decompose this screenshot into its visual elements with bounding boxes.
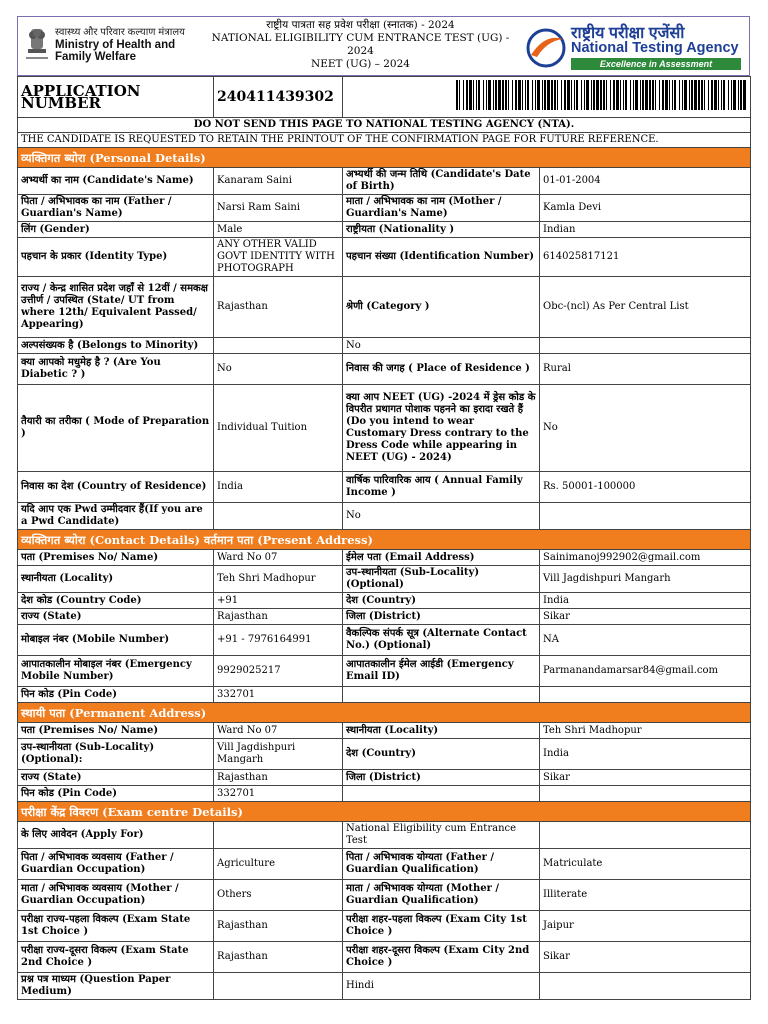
barcode-bar [701,80,703,110]
barcode-bar [718,80,719,110]
field-value: ANY OTHER VALID GOVT IDENTITY WITH PHOTOGRAPH [214,238,343,277]
nta-tagline: Excellence in Assessment [571,58,741,70]
field-label: ईमेल पता (Email Address) [343,550,540,566]
barcode-bar [689,80,690,110]
table-row [18,168,751,195]
barcode-bar [576,80,578,110]
table-row [18,687,751,703]
table-row [18,656,751,687]
field-value: 614025817121 [540,238,751,277]
field-value [214,973,343,1000]
field-label: देश (Country) [343,593,540,609]
barcode-bar [708,80,709,110]
field-label: राज्य / केन्द्र शासित प्रदेश जहाँ से 12वीं / समकक्ष उत्तीर्ण / उपस्थित (State/ UT from where 12th/ Equivalent Passed/ Appearing) [18,277,214,338]
table-row [18,786,751,802]
contact-section-header [18,530,751,550]
field-label: लिंग (Gender) [18,222,214,238]
field-value: Rajasthan [214,770,343,786]
ministry-hindi: स्वास्थ्य और परिवार कल्याण मंत्रालय [55,27,185,38]
barcode-bar [557,80,558,110]
field-value: No [540,385,751,472]
barcode-bar [567,80,570,110]
table-row [18,770,751,786]
barcode-bar [544,80,546,110]
field-label: श्रेणी (Category ) [343,277,540,338]
field-value: NA [540,625,751,656]
field-value [540,786,751,802]
barcode-bar [564,80,566,110]
field-value [540,687,751,703]
field-value: Sainimanoj992902@gmail.com [540,550,751,566]
nta-english: National Testing Agency [571,40,739,56]
field-label: राष्ट्रीयता (Nationality ) [343,222,540,238]
page-header [17,16,750,76]
field-label: जिला (District) [343,770,540,786]
barcode-bar [662,80,664,110]
field-value: No [343,338,540,354]
barcode-bar [694,80,697,110]
barcode-bar [645,80,648,110]
field-label: पता (Premises No/ Name) [18,550,214,566]
field-value: National Eligibility cum Entrance Test [343,822,540,849]
table-row [18,609,751,625]
field-label: क्या आपको मधुमेह है ? (Are You Diabetic ? ) [18,354,214,385]
field-label [343,786,540,802]
field-value: Rs. 50001-100000 [540,472,751,503]
table-row [18,277,751,338]
nta-logo [525,21,745,73]
field-label: के लिए आवेदन (Apply For) [18,822,214,849]
table-row [18,550,751,566]
barcode-bar [535,80,536,110]
field-value: Vill Jagdishpuri Mangarh [540,566,751,593]
table-row [18,822,751,849]
barcode-bar [537,80,540,110]
barcode-bar [635,80,638,110]
field-label: अभ्यर्थी की जन्म तिथि (Candidate's Date of Birth) [343,168,540,195]
field-value: +91 - 7976164991 [214,625,343,656]
notice-retain: THE CANDIDATE IS REQUESTED TO RETAIN THE PRINTOUT OF THE CONFIRMATION PAGE FOR FUTURE REFERENCE. [18,133,751,148]
field-label: परीक्षा राज्य-दूसरा विकल्प (Exam State 2nd Choice ) [18,942,214,973]
field-label: माता / अभिभावक व्यवसाय (Mother / Guardian Occupation) [18,880,214,911]
barcode-bar [733,80,736,110]
table-row [18,625,751,656]
table-row [18,911,751,942]
barcode-bar [532,80,533,110]
permanent-section-title: स्थायी पता (Permanent Address) [18,703,751,723]
table-row [18,354,751,385]
field-value [214,822,343,849]
field-label: पता (Premises No/ Name) [18,723,214,739]
barcode-bar [551,80,553,110]
field-value: Obc-(ncl) As Per Central List [540,277,751,338]
field-value: Rajasthan [214,911,343,942]
field-value: Others [214,880,343,911]
barcode-bar [554,80,556,110]
barcode-bar [606,80,607,110]
field-label: पहचान के प्रकार (Identity Type) [18,238,214,277]
field-label: पिन कोड (Pin Code) [18,786,214,802]
application-number-row [18,77,751,118]
barcode-bar [508,80,509,110]
table-row [18,880,751,911]
barcode-bar [498,80,501,110]
barcode-bar [684,80,687,110]
barcode-bar [652,80,654,110]
field-label: स्थानीयता (Locality) [18,566,214,593]
field-value [540,973,751,1000]
table-row [18,222,751,238]
field-label: अभ्यर्थी का नाम (Candidate's Name) [18,168,214,195]
barcode-bar [616,80,619,110]
field-label: स्थानीयता (Locality) [343,723,540,739]
field-label: पिता / अभिभावक का नाम (Father / Guardian's Name) [18,195,214,222]
field-label: परीक्षा शहर-दूसरा विकल्प (Exam City 2nd Choice ) [343,942,540,973]
field-label: निवास की जगह ( Place of Residence ) [343,354,540,385]
barcode-bar [469,80,472,110]
field-value [214,338,343,354]
field-value: Rajasthan [214,942,343,973]
field-label: देश (Country) [343,739,540,770]
field-label: आपातकालीन ईमेल आईडी (Emergency Email ID) [343,656,540,687]
field-value: Rajasthan [214,277,343,338]
field-label: क्या आप NEET (UG) -2024 में ड्रेस कोड के विपरीत प्रथागत पोशाक पहनने का इरादा रखते हैं (Do you intend to wear Customary Dress contrary to the Dress Code while appearing in NEET (UG) - 2024) [343,385,540,472]
field-label: पहचान संख्या (Identification Number) [343,238,540,277]
barcode-bar [600,80,602,110]
table-row [18,472,751,503]
barcode-bar [515,80,517,110]
exam-title-english-2: 2024 [347,45,374,57]
barcode-bar [584,80,585,110]
barcode-bar [483,80,484,110]
barcode-bar [691,80,693,110]
field-label: प्रश्न पत्र माध्यम (Question Paper Medium) [18,973,214,1000]
field-value: +91 [214,593,343,609]
personal-section-title: व्यक्तिगत ब्योरा (Personal Details) [18,148,751,168]
field-value: 332701 [214,786,343,802]
field-value: Kanaram Saini [214,168,343,195]
exam-title-english-1: NATIONAL ELIGIBILITY CUM ENTRANCE TEST (UG) - [211,32,510,44]
barcode-bar [502,80,504,110]
national-emblem-icon [24,27,50,65]
field-label: निवास का देश (Country of Residence) [18,472,214,503]
table-row [18,566,751,593]
barcode-bar [593,80,595,110]
notice-row-1 [18,118,751,133]
barcode-bar [711,80,713,110]
exam-title-english-3: NEET (UG) – 2024 [311,58,410,70]
table-row [18,385,751,472]
field-value: Matriculate [540,849,751,880]
barcode-bar [698,80,700,110]
field-value: Sikar [540,942,751,973]
barcode-cell [343,77,751,118]
field-value: Teh Shri Madhopur [540,723,751,739]
barcode-bar [740,80,742,110]
field-value: Illiterate [540,880,751,911]
barcode-bar [642,80,644,110]
barcode-bar [459,80,460,110]
field-value: Sikar [540,609,751,625]
barcode-bar [679,80,680,110]
field-value: Rural [540,354,751,385]
confirmation-page [17,16,750,1000]
field-label: मोबाइल नंबर (Mobile Number) [18,625,214,656]
barcode-bar [630,80,631,110]
barcode-bar [591,80,592,110]
barcode-bar [518,80,521,110]
field-value: Agriculture [214,849,343,880]
barcode-bar [655,80,656,110]
field-value: Teh Shri Madhopur [214,566,343,593]
field-value: Narsi Ram Saini [214,195,343,222]
application-table [17,76,751,1000]
field-label [343,687,540,703]
field-value: India [214,472,343,503]
field-label: तैयारी का तरीका ( Mode of Preparation ) [18,385,214,472]
field-value: Jaipur [540,911,751,942]
exam-section-header [18,802,751,822]
barcode-bar [640,80,641,110]
field-value: Indian [540,222,751,238]
barcode-bar [527,80,529,110]
ministry-english-2: Family Welfare [55,51,136,63]
barcode-bar [674,80,676,110]
field-value: 9929025217 [214,656,343,687]
field-label: उप-स्थानीयता (Sub-Locality)(Optional): [18,739,214,770]
contact-section-title: व्यक्तिगत ब्योरा (Contact Details) वर्तमान पता (Present Address) [18,530,751,550]
table-row [18,973,751,1000]
barcode-icon [456,80,746,110]
field-value [540,822,751,849]
barcode-bar [610,80,611,110]
barcode-bar [522,80,523,110]
barcode-bar [463,80,464,110]
barcode-bar [665,80,668,110]
barcode-bar [649,80,651,110]
table-row [18,723,751,739]
field-value: Rajasthan [214,609,343,625]
ministry-name [55,27,185,63]
barcode-bar [738,80,739,110]
field-value: India [540,593,751,609]
table-row [18,942,751,973]
field-label: उप-स्थानीयता (Sub-Locality)(Optional) [343,566,540,593]
barcode-bar [633,80,634,110]
field-value: Kamla Devi [540,195,751,222]
field-label: आपातकालीन मोबाइल नंबर (Emergency Mobile Number) [18,656,214,687]
barcode-bar [596,80,599,110]
barcode-bar [456,80,458,110]
barcode-bar [613,80,615,110]
application-number-value: 240411439302 [214,77,343,118]
barcode-bar [620,80,621,110]
barcode-bar [731,80,732,110]
barcode-bar [488,80,491,110]
table-row [18,338,751,354]
barcode-bar [476,80,477,110]
barcode-bar [493,80,494,110]
field-label: परीक्षा शहर-पहला विकल्प (Exam City 1st Choice ) [343,911,540,942]
barcode-bar [561,80,562,110]
field-label: देश कोड (Country Code) [18,593,214,609]
field-value: Individual Tuition [214,385,343,472]
field-label: राज्य (State) [18,609,214,625]
barcode-bar [505,80,507,110]
barcode-bar [659,80,660,110]
field-value: No [214,354,343,385]
table-row [18,195,751,222]
field-label: माता / अभिभावक का नाम (Mother / Guardian's Name) [343,195,540,222]
notice-do-not-send: DO NOT SEND THIS PAGE TO NATIONAL TESTING AGENCY (NTA). [18,118,751,133]
barcode-bar [473,80,474,110]
field-value: Ward No 07 [214,723,343,739]
table-row [18,849,751,880]
personal-section-header [18,148,751,168]
field-label: जिला (District) [343,609,540,625]
barcode-bar [603,80,605,110]
barcode-bar [547,80,550,110]
barcode-bar [586,80,589,110]
barcode-bar [728,80,729,110]
barcode-bar [623,80,624,110]
field-value: Vill Jagdishpuri Mangarh [214,739,343,770]
barcode-bar [704,80,705,110]
barcode-bar [721,80,722,110]
field-value: 01-01-2004 [540,168,751,195]
field-label: यदि आप एक Pwd उम्मीदवार हैं(If you are a Pwd Candidate) [18,503,214,530]
field-value: Ward No 07 [214,550,343,566]
barcode-bar [486,80,487,110]
table-row [18,739,751,770]
application-number-label: APPLICATION NUMBER [18,77,214,118]
table-row [18,593,751,609]
field-value: India [540,739,751,770]
table-row [18,238,751,277]
field-value: 332701 [214,687,343,703]
barcode-bar [495,80,497,110]
field-value: Male [214,222,343,238]
exam-title-hindi: राष्ट्रीय पात्रता सह प्रवेश परीक्षा (स्नातक) - 2024 [266,19,455,31]
field-label: वैकल्पिक संपर्क सूत्र (Alternate Contact No.) (Optional) [343,625,540,656]
barcode-bar [682,80,683,110]
field-value [540,338,751,354]
barcode-bar [512,80,513,110]
field-label: पिता / अभिभावक योग्यता (Father / Guardian Qualification) [343,849,540,880]
barcode-bar [478,80,480,110]
field-label: राज्य (State) [18,770,214,786]
field-label: परीक्षा राज्य-पहला विकल्प (Exam State 1st Choice ) [18,911,214,942]
field-label: माता / अभिभावक योग्यता (Mother / Guardian Qualification) [343,880,540,911]
barcode-bar [571,80,572,110]
barcode-bar [723,80,725,110]
field-label: पिन कोड (Pin Code) [18,687,214,703]
barcode-bar [574,80,575,110]
table-row [18,503,751,530]
field-value: Sikar [540,770,751,786]
field-value [540,503,751,530]
barcode-bar [669,80,670,110]
field-value [214,503,343,530]
barcode-bar [714,80,717,110]
nta-hindi: राष्ट्रीय परीक्षा एजेंसी [571,25,685,42]
exam-title [208,19,513,71]
barcode-bar [542,80,543,110]
ministry-english-1: Ministry of Health and [55,39,176,51]
nta-swoosh-icon [525,27,567,69]
notice-row-2 [18,133,751,148]
barcode-bar [525,80,526,110]
field-label: अल्पसंख्यक है (Belongs to Minority) [18,338,214,354]
exam-section-title: परीक्षा केंद्र विवरण (Exam centre Details) [18,802,751,822]
barcode-bar [672,80,673,110]
field-value: No [343,503,540,530]
field-label: पिता / अभिभावक व्यवसाय (Father / Guardian Occupation) [18,849,214,880]
barcode-bar [466,80,468,110]
field-value: Hindi [343,973,540,1000]
permanent-section-header [18,703,751,723]
barcode-bar [581,80,582,110]
field-label: वार्षिक पारिवारिक आय ( Annual Family Income ) [343,472,540,503]
field-value: Parmanandamarsar84@gmail.com [540,656,751,687]
barcode-bar [625,80,627,110]
barcode-bar [743,80,746,110]
